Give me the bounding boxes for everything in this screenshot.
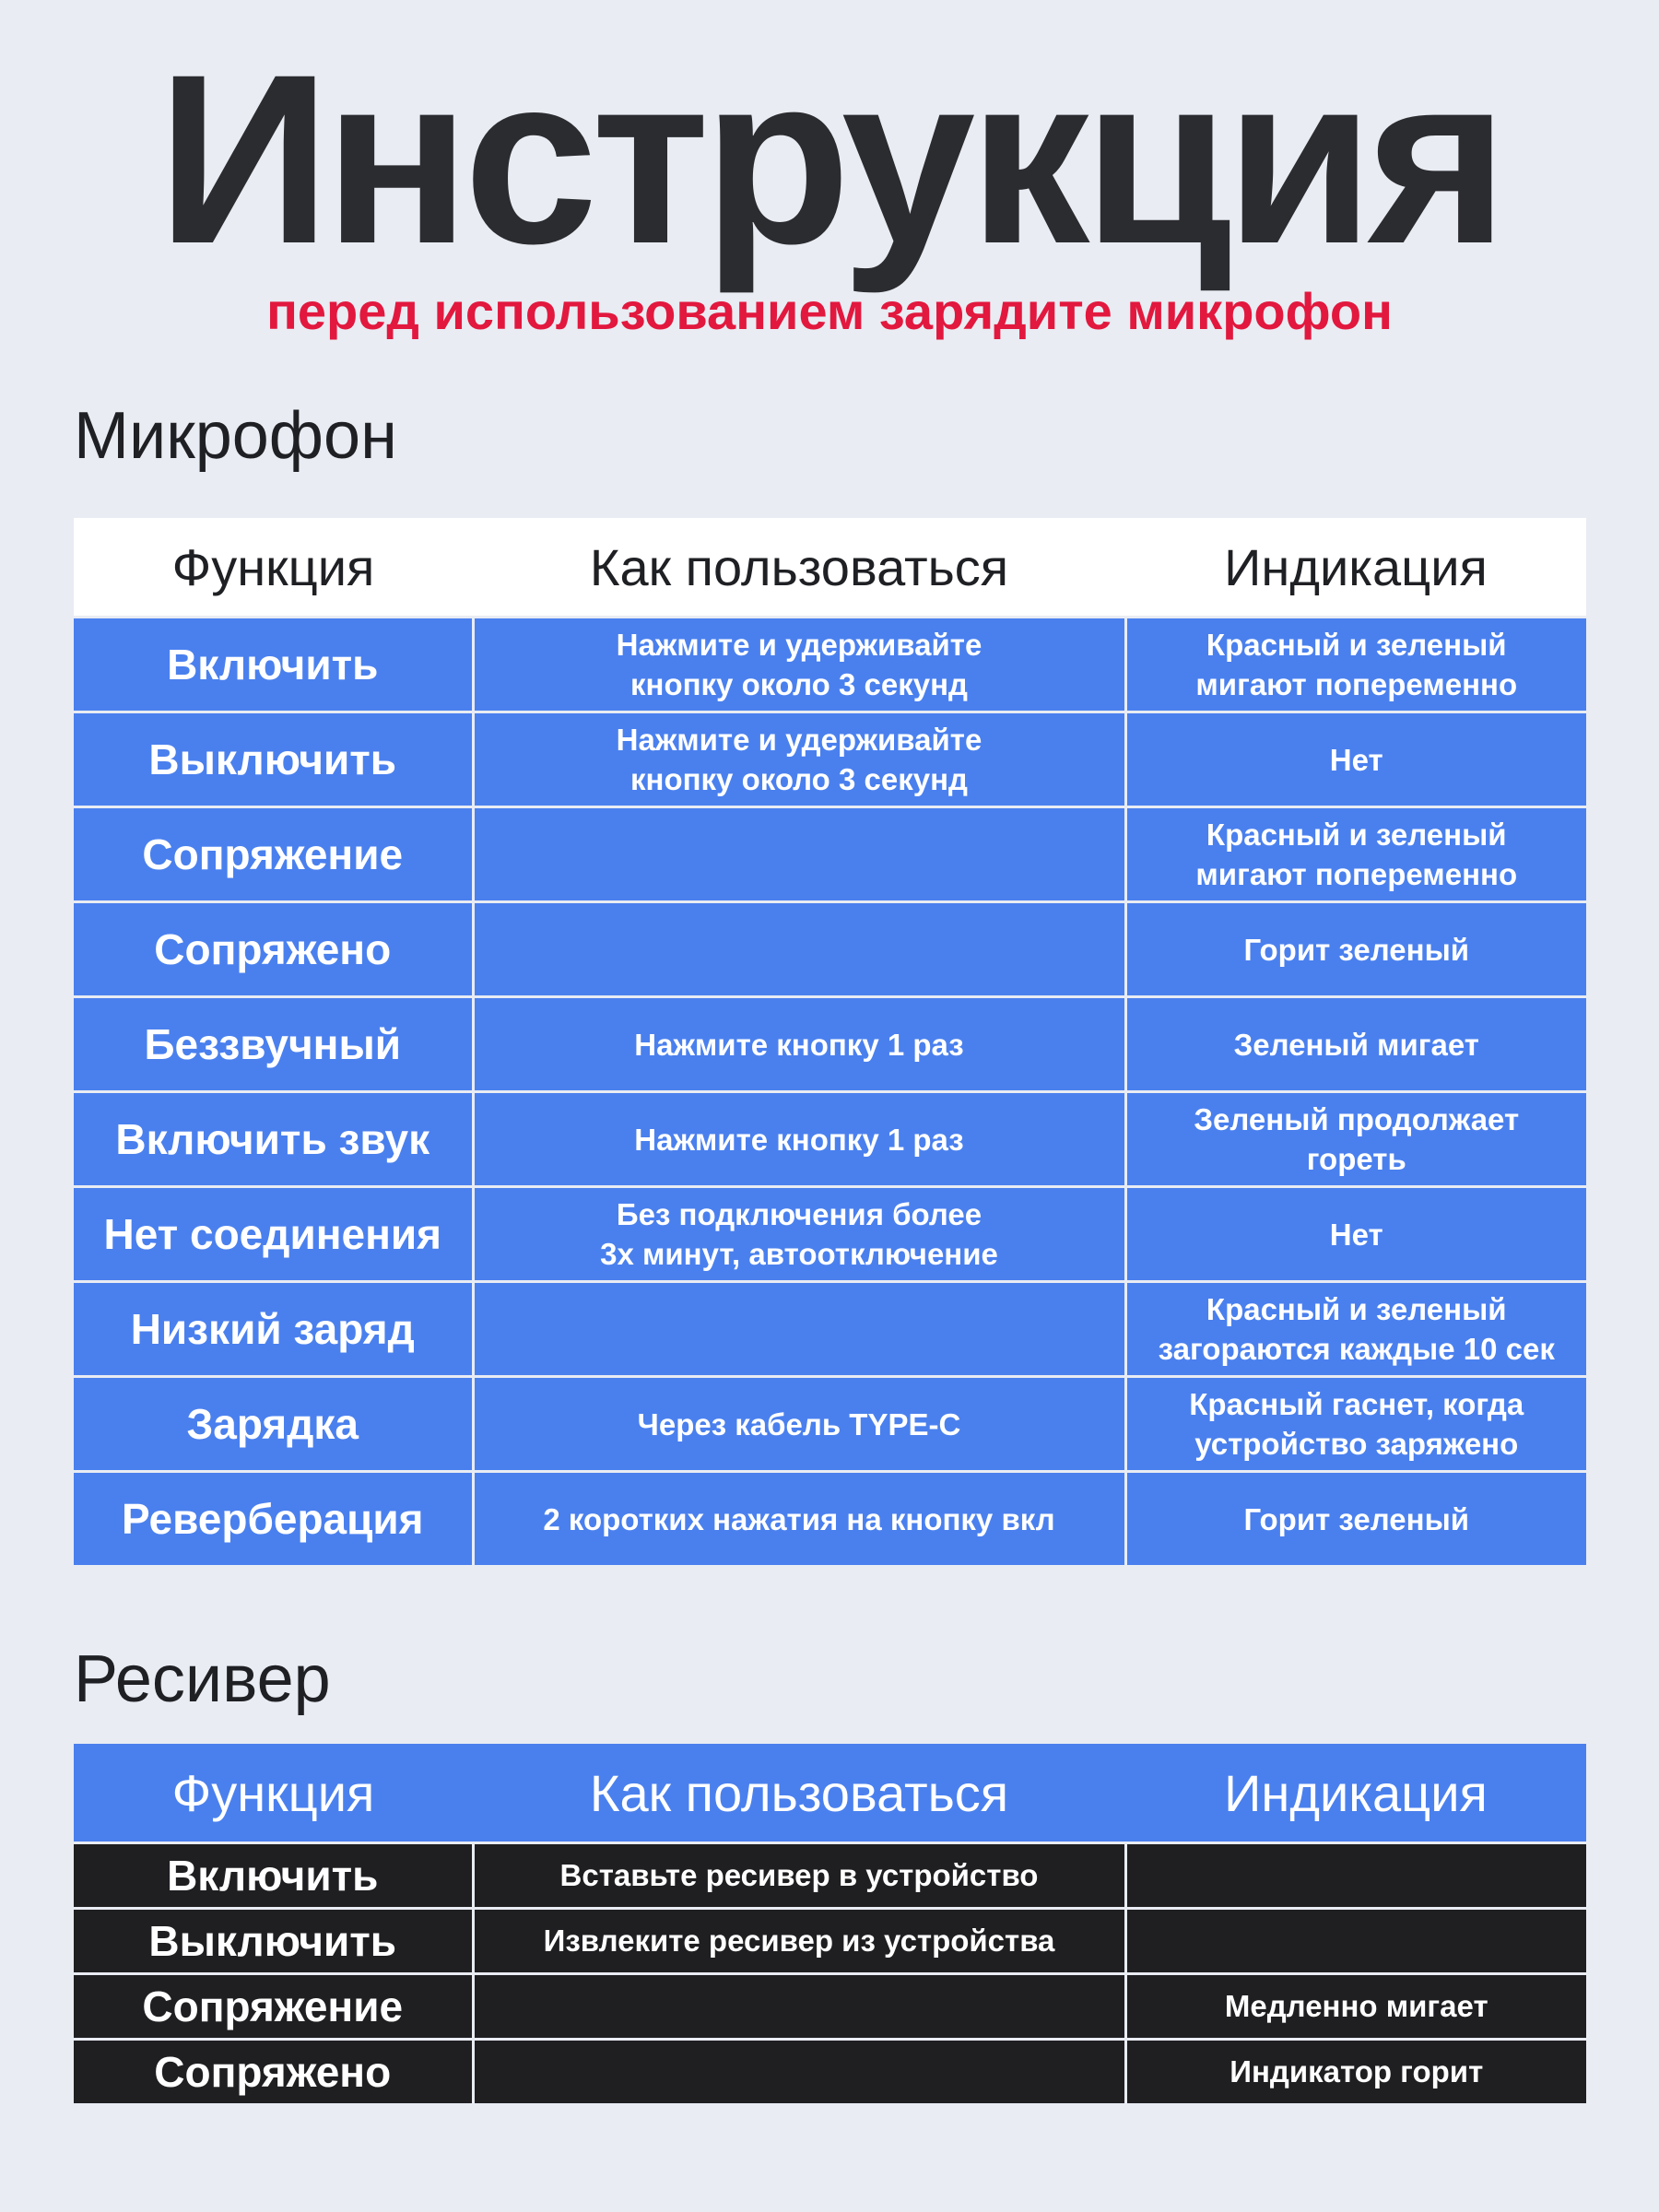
indication-cell	[1125, 1974, 1586, 2040]
how-cell-line: 3х минут, автоотключение	[600, 1237, 998, 1271]
function-cell: Зарядка	[74, 1377, 473, 1472]
how-cell	[473, 1377, 1125, 1472]
table-row	[74, 618, 1586, 712]
how-cell-line: кнопку около 3 секунд	[630, 762, 968, 796]
microphone-table	[74, 518, 1586, 1565]
indication-cell-line: Нет	[1329, 742, 1383, 777]
how-cell	[473, 902, 1125, 997]
table-row	[74, 1843, 1586, 1909]
indication-cell-line: Красный и зеленый	[1206, 1292, 1507, 1326]
indication-cell	[1125, 2040, 1586, 2104]
column-header-how: Как пользоваться	[473, 1744, 1125, 1843]
indication-cell-line: Красный и зеленый	[1206, 628, 1507, 662]
table-row	[74, 2040, 1586, 2104]
indication-cell	[1125, 1843, 1586, 1909]
how-cell-line: кнопку около 3 секунд	[630, 667, 968, 701]
function-cell: Реверберация	[74, 1472, 473, 1566]
microphone-section-title: Микрофон	[74, 399, 397, 473]
table-row	[74, 902, 1586, 997]
indication-cell-line: Индикатор горит	[1230, 2054, 1484, 2088]
how-cell	[473, 807, 1125, 902]
indication-cell-line: Горит зеленый	[1243, 1501, 1470, 1536]
function-cell: Включить	[74, 1843, 473, 1909]
indication-cell-line: Зеленый продолжает	[1194, 1102, 1520, 1136]
table-row	[74, 1092, 1586, 1187]
table-row	[74, 1472, 1586, 1566]
how-cell-line: Нажмите кнопку 1 раз	[634, 1027, 964, 1062]
how-cell-line: Нажмите и удерживайте	[616, 723, 982, 757]
function-cell: Включить звук	[74, 1092, 473, 1187]
how-cell-line: Через кабель TYPE-C	[637, 1406, 961, 1441]
function-cell: Выключить	[74, 712, 473, 807]
how-cell-line: 2 коротких нажатия на кнопку вкл	[543, 1501, 1055, 1536]
column-header-function: Функция	[74, 518, 473, 618]
column-header-indication: Индикация	[1125, 1744, 1586, 1843]
indication-cell-line: мигают попеременно	[1195, 667, 1518, 701]
how-cell	[473, 618, 1125, 712]
receiver-section-title: Ресивер	[74, 1642, 331, 1716]
how-cell	[473, 1472, 1125, 1566]
indication-cell-line: Красный и зеленый	[1206, 818, 1507, 852]
indication-cell-line: Нет	[1329, 1217, 1383, 1252]
table-row	[74, 807, 1586, 902]
indication-cell	[1125, 618, 1586, 712]
indication-cell	[1125, 1472, 1586, 1566]
table-header-row	[74, 1744, 1586, 1843]
function-cell: Сопряжено	[74, 2040, 473, 2104]
table-row	[74, 997, 1586, 1092]
function-cell: Сопряжено	[74, 902, 473, 997]
receiver-table	[74, 1744, 1586, 2103]
how-cell	[473, 1282, 1125, 1377]
function-cell: Низкий заряд	[74, 1282, 473, 1377]
indication-cell	[1125, 1092, 1586, 1187]
table-row	[74, 1974, 1586, 2040]
function-cell: Беззвучный	[74, 997, 473, 1092]
indication-cell	[1125, 1377, 1586, 1472]
indication-cell-line: Красный гаснет, когда	[1189, 1387, 1524, 1421]
how-cell-line: Нажмите и удерживайте	[616, 628, 982, 662]
how-cell-line: Нажмите кнопку 1 раз	[634, 1122, 964, 1157]
indication-cell	[1125, 1187, 1586, 1282]
indication-cell-line: Зеленый мигает	[1233, 1027, 1479, 1062]
indication-cell	[1125, 807, 1586, 902]
page-title: Инструкция	[157, 24, 1502, 294]
function-cell: Включить	[74, 618, 473, 712]
indication-cell	[1125, 902, 1586, 997]
table-row	[74, 1909, 1586, 1974]
table-row	[74, 1187, 1586, 1282]
table-row	[74, 1282, 1586, 1377]
function-cell: Сопряжение	[74, 807, 473, 902]
how-cell	[473, 997, 1125, 1092]
indication-cell-line: гореть	[1306, 1142, 1406, 1176]
column-header-function: Функция	[74, 1744, 473, 1843]
how-cell-line: Извлеките ресивер из устройства	[543, 1924, 1055, 1958]
how-cell-line: Вставьте ресивер в устройство	[559, 1858, 1039, 1892]
indication-cell	[1125, 1282, 1586, 1377]
page-subtitle: перед использованием зарядите микрофон	[266, 282, 1393, 340]
how-cell	[473, 2040, 1125, 2104]
how-cell-line: Без подключения более	[616, 1197, 982, 1231]
indication-cell-line: мигают попеременно	[1195, 857, 1518, 891]
column-header-indication: Индикация	[1125, 518, 1586, 618]
how-cell	[473, 1187, 1125, 1282]
indication-cell-line: загораются каждые 10 сек	[1158, 1332, 1555, 1366]
indication-cell	[1125, 997, 1586, 1092]
function-cell: Выключить	[74, 1909, 473, 1974]
indication-cell	[1125, 712, 1586, 807]
table-row	[74, 712, 1586, 807]
how-cell	[473, 1843, 1125, 1909]
table-row	[74, 1377, 1586, 1472]
table-header-row	[74, 518, 1586, 618]
indication-cell	[1125, 1909, 1586, 1974]
indication-cell-line: Медленно мигает	[1224, 1989, 1488, 2023]
function-cell: Сопряжение	[74, 1974, 473, 2040]
how-cell	[473, 1974, 1125, 2040]
function-cell: Нет соединения	[74, 1187, 473, 1282]
column-header-how: Как пользоваться	[473, 518, 1125, 618]
how-cell	[473, 1092, 1125, 1187]
indication-cell-line: устройство заряжено	[1194, 1427, 1519, 1461]
indication-cell-line: Горит зеленый	[1243, 932, 1470, 967]
how-cell	[473, 712, 1125, 807]
how-cell	[473, 1909, 1125, 1974]
